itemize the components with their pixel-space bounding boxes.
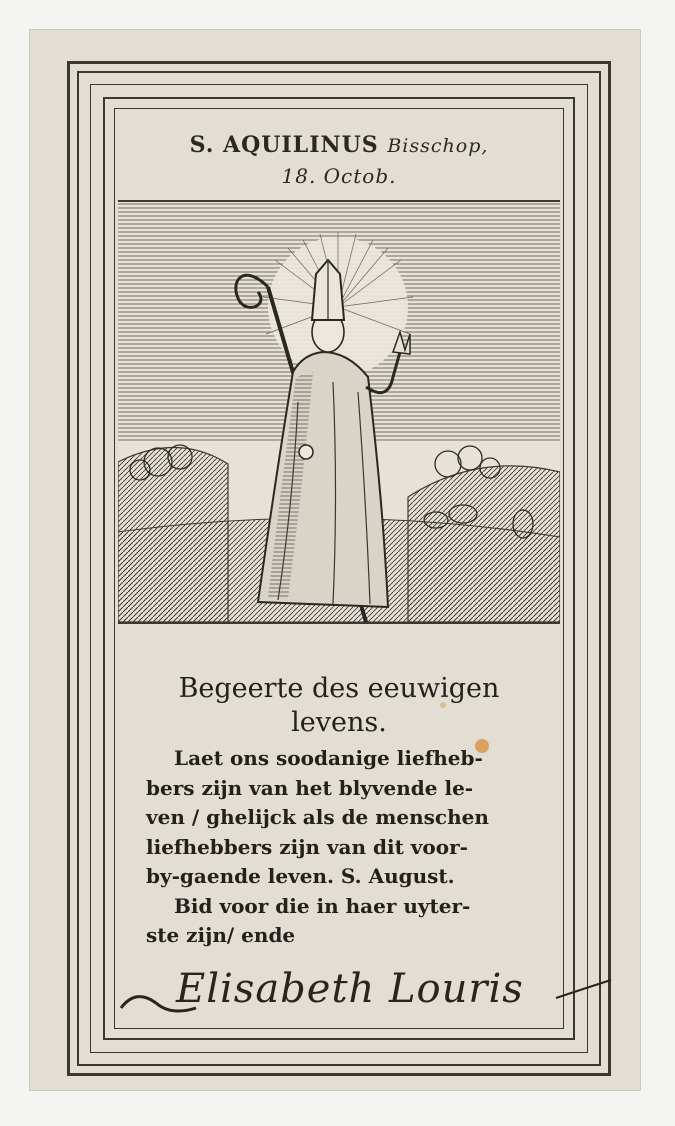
signature-text: Elisabeth Louris [176,966,524,1012]
heading [114,672,564,740]
text-line: by-gaende leven. S. August. [146,864,455,888]
card-title [114,130,564,191]
text-line: liefhebbers zijn van dit voor- [146,834,468,859]
engraving-image [118,202,560,622]
saint-name: S. AQUILINUS [189,132,379,158]
heading-line-1: Begeerte des eeuwigen [178,673,500,704]
saint-rank: Bisschop, [387,135,489,157]
text-line: bers zijn van het blyvende le- [146,775,474,800]
feast-date: 18. Octob. [281,164,397,188]
devotional-card [30,30,640,1090]
text-line: Laet ons soodanige liefheb- [174,746,483,770]
text-line: ven / ghelijck als de menschen [146,805,489,829]
text-line: Bid voor die in haer uyter- [174,893,471,918]
handwritten-signature [116,958,616,1028]
prayer-text [146,744,546,951]
heading-line-2: levens. [291,707,387,738]
text-line: ste zijn/ ende [146,923,296,947]
bishop-engraving [118,200,560,624]
